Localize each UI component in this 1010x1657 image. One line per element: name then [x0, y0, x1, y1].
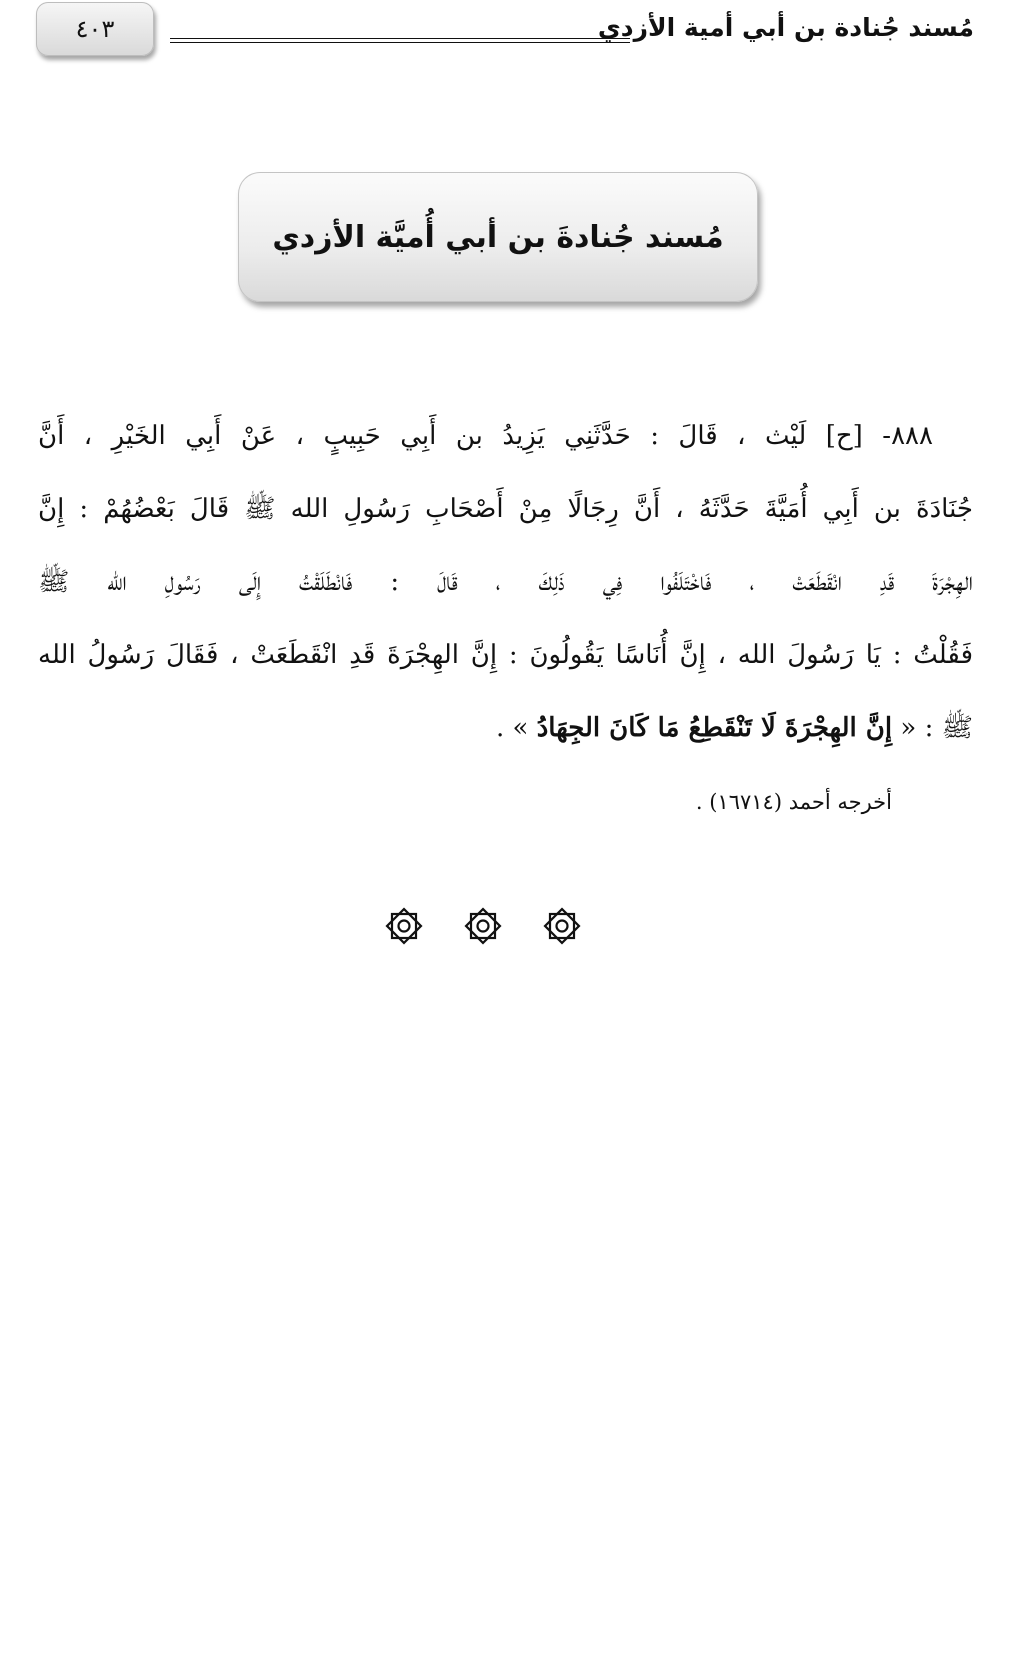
page-number: ٤٠٣: [75, 15, 115, 43]
prophetic-saying: إِنَّ الهِجْرَةَ لَا تَنْقَطِعُ مَا كَانَ الجِهَادُ: [536, 713, 893, 743]
hadith-line: [38, 692, 973, 765]
citation-footnote: أخرجه أحمد (١٦٧١٤) .: [695, 790, 892, 814]
eight-point-star-icon: [541, 905, 583, 947]
hadith-line: ٨٨٨- [ح] لَيْث ، قَالَ : حَدَّثَنِي يَزِيدُ بن أَبِي حَبِيبٍ ، عَنْ أَبِي الخَيْرِ ، أَنَّ: [38, 421, 933, 451]
section-title: مُسند جُنادةَ بن أبي أُميَّة الأزدي: [272, 219, 724, 255]
hadith-last-line-prefix: ﷺ : «: [900, 713, 973, 743]
hadith-last-line-suffix: » .: [496, 713, 529, 743]
hadith-line: جُنَادَةَ بن أَبِي أُمَيَّةَ حَدَّثَهُ ، أَنَّ رِجَالًا مِنْ أَصْحَابِ رَسُولِ الله ﷺ قَالَ بَعْضُهُمْ : إِنَّ: [38, 494, 973, 524]
running-title: مُسند جُنادة بن أبي أمية الأزدي: [597, 13, 974, 42]
page-number-tab: [36, 2, 154, 56]
hadith-text: [38, 400, 973, 765]
eight-point-star-icon: [462, 905, 504, 947]
hadith-line: الهِجْرَةَ قَدِ انْقَطَعَتْ ، فَاخْتَلَفُوا فِي ذَلِكَ ، قَالَ : فَانْطَلَقْتُ إِلَى رَسُولِ الله ﷺ: [38, 567, 973, 597]
eight-point-star-icon: [383, 905, 425, 947]
section-end-ornament: [383, 905, 583, 949]
section-title-box: [238, 172, 758, 302]
hadith-line: فَقُلْتُ : يَا رَسُولَ الله ، إِنَّ أُنَاسًا يَقُولُونَ : إِنَّ الهِجْرَةَ قَدِ انْقَطَعَتْ ، فَقَالَ رَسُولُ الله: [38, 640, 973, 670]
header-rule: [170, 38, 630, 43]
